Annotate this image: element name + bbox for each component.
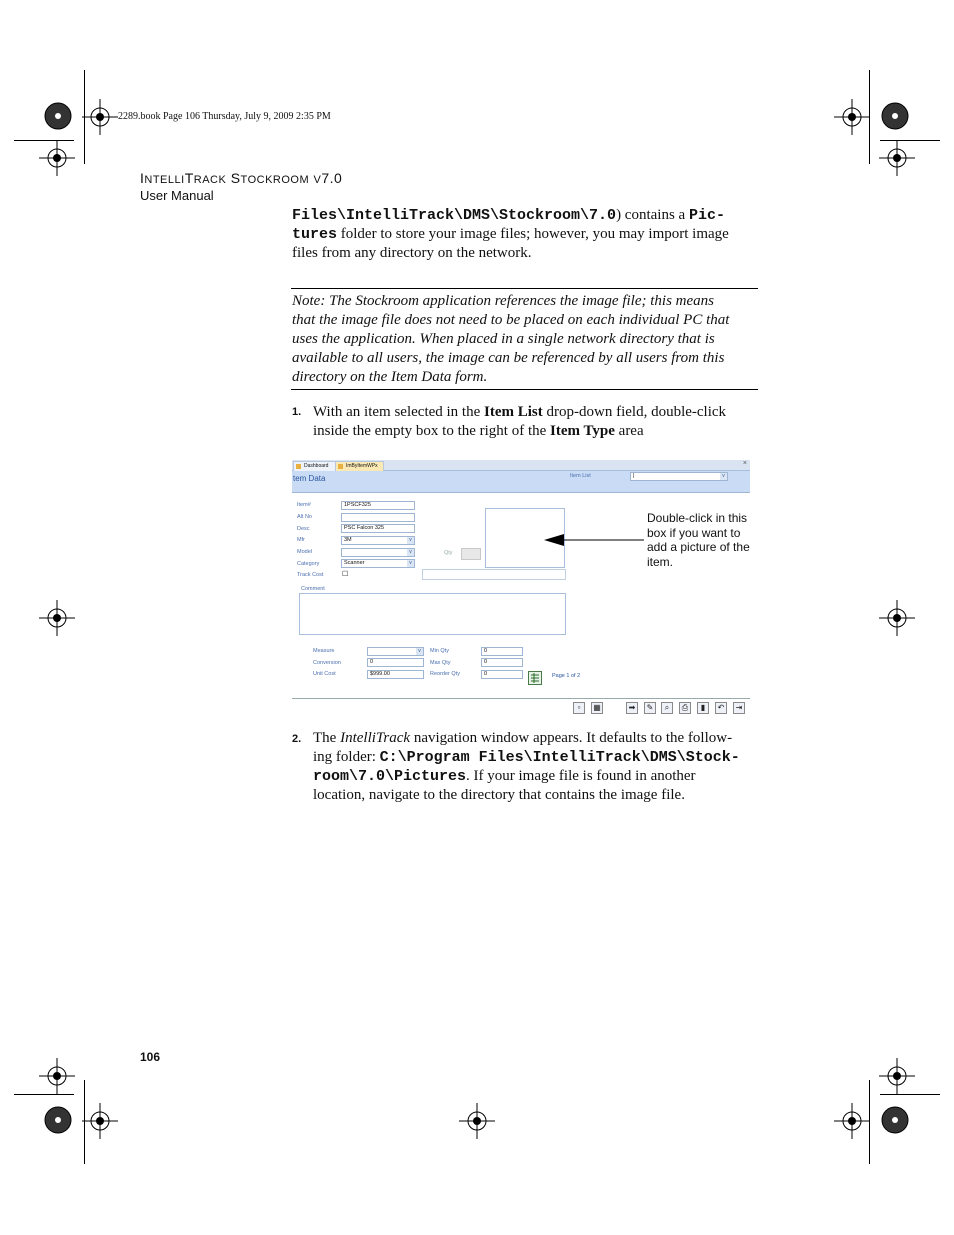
calendar-icon[interactable]: ▦: [591, 702, 603, 714]
mfr-dropdown[interactable]: 3M v: [341, 536, 415, 545]
item-list-dropdown[interactable]: | v: [630, 472, 728, 481]
intro-paragraph: Files\IntelliTrack\DMS\Stockroom\7.0) contains a Pic- tures folder to store your image files; however, you may import image files from any directory on the network.: [292, 207, 729, 261]
tab-dashboard[interactable]: Dashboard: [293, 461, 338, 472]
item-list-label: Item List: [570, 473, 591, 479]
form-icon: [338, 464, 343, 469]
alt-no-label: Alt No: [297, 514, 312, 520]
chevron-down-icon[interactable]: v: [407, 549, 414, 556]
min-qty-field[interactable]: 0: [481, 647, 523, 656]
desc-label: Desc: [297, 526, 310, 532]
conversion-field[interactable]: 0: [367, 658, 424, 667]
running-header-subtitle: User Manual: [140, 188, 214, 203]
measure-dropdown[interactable]: [367, 647, 424, 656]
tab-item-by-item[interactable]: ImByItemWPx: [335, 461, 384, 472]
model-dropdown[interactable]: [341, 548, 415, 557]
toolbar-divider: [292, 698, 750, 699]
callout-text: Double-click in this box if you want to add a picture of the item.: [647, 511, 750, 569]
alt-no-field[interactable]: [341, 513, 415, 522]
step-2-text: The IntelliTrack navigation window appears. It defaults to the follow- ing folder: C:\Program Files\IntelliTrack\DMS\Stock- room\7.0\Pictures. If your image file is found in another location, navigate to the directory that contains the image file.: [313, 730, 740, 803]
track-cost-label: Track Cost: [297, 572, 324, 578]
running-header-title: INTELLITRACK STOCKROOM V7.0: [140, 170, 343, 186]
mfr-label: Mfr: [297, 537, 305, 543]
form-title: tem Data: [293, 474, 326, 483]
new-record-icon[interactable]: ▫: [573, 702, 585, 714]
page-number: 106: [140, 1050, 161, 1064]
form-header: [292, 471, 750, 493]
chevron-down-icon[interactable]: v: [407, 560, 414, 567]
item-number-field[interactable]: 1PSCF325: [341, 501, 415, 510]
qty-field: [461, 548, 481, 560]
tab-bar: [292, 460, 750, 471]
category-dropdown[interactable]: Scanner v: [341, 559, 415, 568]
chevron-down-icon[interactable]: v: [407, 537, 414, 544]
page-indicator: Page 1 of 2: [552, 673, 581, 679]
print-icon[interactable]: ⎙: [679, 702, 691, 714]
reorder-qty-field[interactable]: 0: [481, 670, 523, 679]
step-2-number: 2.: [292, 733, 302, 745]
search-icon[interactable]: ⌕: [661, 702, 673, 714]
desc-field[interactable]: PSC Falcon 325: [341, 524, 415, 533]
reorder-qty-label: Reorder Qty: [430, 671, 460, 677]
track-cost-checkbox[interactable]: ☐: [342, 571, 349, 578]
item-type-area[interactable]: [422, 569, 566, 580]
min-qty-label: Min Qty: [430, 648, 449, 654]
max-qty-label: Max Qty: [430, 660, 451, 666]
chevron-down-icon[interactable]: v: [416, 648, 423, 655]
print-info-line: 2289.book Page 106 Thursday, July 9, 2009 2:35 PM: [118, 111, 331, 122]
undo-icon[interactable]: ↶: [715, 702, 727, 714]
note-top-rule: [291, 288, 758, 289]
delete-icon[interactable]: ▮: [697, 702, 709, 714]
unit-cost-label: Unit Cost: [313, 671, 336, 677]
unit-cost-field[interactable]: $999.00: [367, 670, 424, 679]
model-label: Model: [297, 549, 312, 555]
step-1-text: With an item selected in the Item List drop-down field, double-click inside the empty box to the right of the Item Type area: [313, 404, 727, 439]
edit-icon[interactable]: ✎: [644, 702, 656, 714]
grid-view-icon[interactable]: [528, 671, 542, 685]
exit-icon[interactable]: ⇥: [733, 702, 745, 714]
chevron-down-icon[interactable]: v: [720, 473, 727, 480]
note-bottom-rule: [291, 389, 758, 390]
conversion-label: Conversion: [313, 660, 341, 666]
callout-arrow: [540, 530, 650, 550]
category-label: Category: [297, 561, 320, 567]
comment-label: Comment: [301, 586, 325, 592]
form-icon: [296, 464, 301, 469]
close-icon[interactable]: ×: [742, 460, 747, 467]
measure-label: Measure: [313, 648, 335, 654]
item-data-form-screenshot: [292, 460, 750, 722]
arrow-right-icon[interactable]: ➡: [626, 702, 638, 714]
item-number-label: Item#: [297, 502, 311, 508]
step-1-number: 1.: [292, 406, 302, 418]
max-qty-field[interactable]: 0: [481, 658, 523, 667]
note-block: Note: The Stockroom application references the image file; this means that the image file does not need to be placed on each individual PC that uses the application. When placed in a single network directory that is available to all users, the image can be referenced by all users from this directory on the Item Data form.: [292, 293, 730, 385]
qty-label: Qty: [444, 550, 453, 556]
comment-field[interactable]: [299, 593, 566, 635]
